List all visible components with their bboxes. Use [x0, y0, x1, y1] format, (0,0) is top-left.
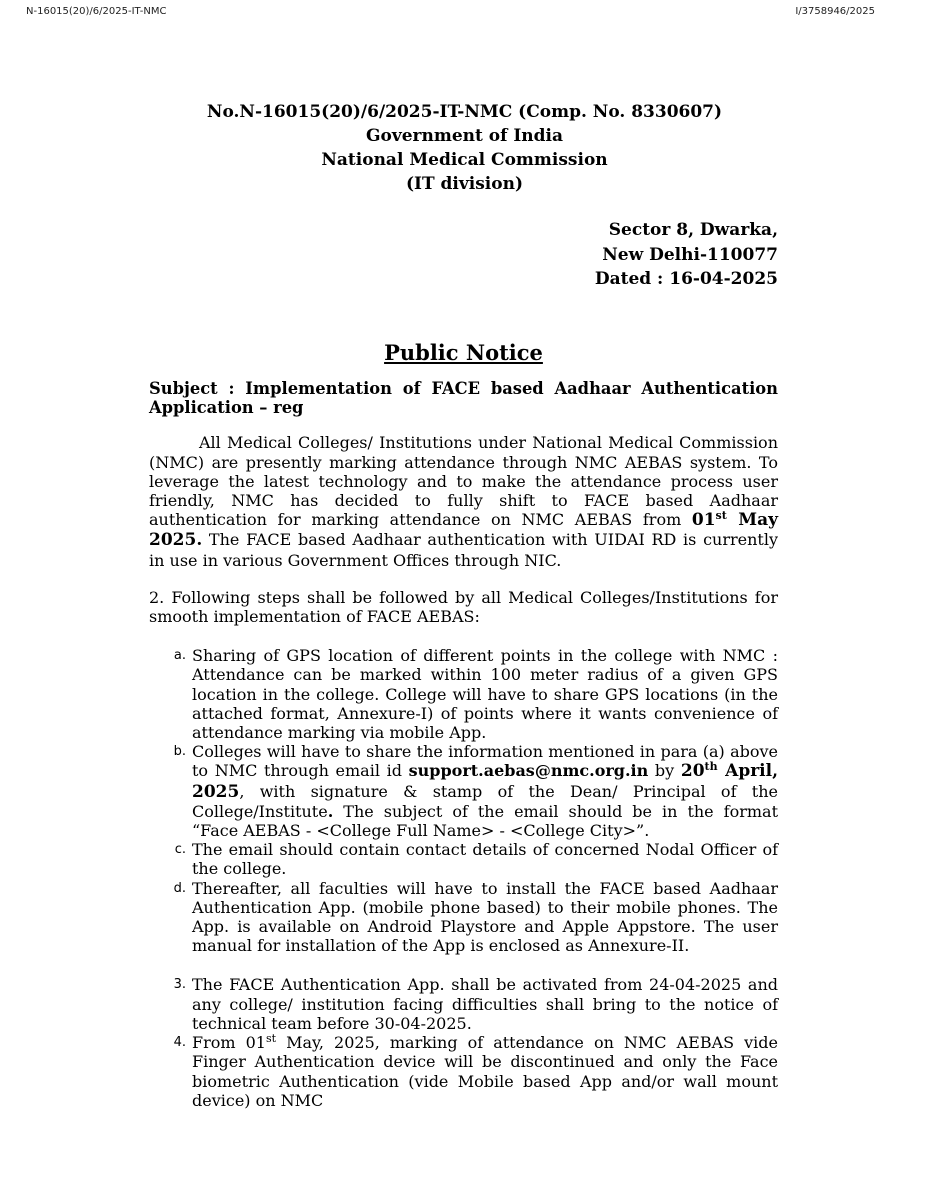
organization-name: National Medical Commission [321, 150, 608, 170]
step-a-marker: a. [173, 648, 186, 664]
step-a [149, 646, 778, 742]
step-c-text: The email should contain contact details of concerned Nodal Officer of the college. [192, 840, 778, 879]
point-3-text: The FACE Authentication App. shall be activated from 24-04-2025 and any college/ institution facing difficulties shall bring to the notice of technical team before 30-04-2025. [192, 975, 778, 1033]
step-b-date-number: 20 [680, 761, 705, 782]
address-line-2: New Delhi-110077 [602, 244, 778, 265]
point-4-suffix: st [265, 1032, 277, 1046]
address-block [595, 218, 778, 292]
step-b-by: by [648, 761, 681, 781]
page-title: Public Notice [384, 340, 543, 365]
point-4-text [192, 1033, 778, 1110]
point-3-marker: 3. [173, 977, 186, 993]
step-b-text [192, 742, 778, 840]
header-file-reference: N-16015(20)/6/2025-IT-NMC [26, 6, 167, 17]
date-line: Dated : 16-04-2025 [594, 269, 778, 289]
step-b-date-suffix: th [704, 760, 718, 774]
file-number: No.N-16015(20)/6/2025-IT-NMC (Comp. No. 8330607) [206, 102, 723, 122]
division-name: (IT division) [405, 174, 524, 194]
step-d-text: Thereafter, all faculties will have to install the FACE based Aadhaar Authentication App. (mobile phone based) to their mobile phones. The App. is available on Android Playstore and Apple Appstore. The user manual for installation of the App is enclosed as Annexure-II. [192, 878, 778, 956]
point-3 [149, 975, 778, 1033]
step-b-date-rest: April, 2025 [192, 761, 778, 802]
header-document-id: I/3758946/2025 [795, 6, 875, 17]
address-line-1: Sector 8, Dwarka, [608, 220, 778, 240]
point-4-marker: 4. [173, 1035, 186, 1051]
step-b-marker: b. [173, 744, 186, 760]
letterhead [0, 100, 927, 196]
step-b-text-c: The subject of the email should be in the format “Face AEBAS - <College Full Name> - <College City>”. [192, 801, 778, 841]
step-c [149, 840, 778, 878]
step-c-marker: c. [174, 842, 186, 858]
point-4 [149, 1033, 778, 1110]
step-d-marker: d. [173, 880, 186, 896]
support-email: support.aebas@nmc.org.in [408, 761, 649, 781]
point-4-text-a: From 01 [192, 1033, 266, 1053]
government-line: Government of India [365, 126, 564, 146]
paragraph-1-date-rest: May 2025. [149, 510, 778, 551]
step-b-dot: . [327, 801, 334, 821]
step-b-text-a: Colleges will have to share the information mentioned in para (a) above to NMC through email id [192, 742, 778, 781]
paragraph-1 [149, 433, 778, 569]
paragraph-1-date-suffix: st [715, 509, 727, 523]
paragraph-1-text-a: All Medical Colleges/ Institutions under National Medical Commission (NMC) are presently marking attendance through NMC AEBAS system. To leverage the latest technology and to make the attendance process user friendly, NMC has decided to fully shift to FACE based Aadhaar authentication for marking attendance on NMC AEBAS from [149, 433, 778, 530]
step-b-text-b: , with signature & stamp of the Dean/ Principal of the College/Institute [192, 781, 778, 821]
step-a-text: Sharing of GPS location of different points in the college with NMC : Attendance can be marked within 100 meter radius of a given GPS location in the college. College will have to share GPS locations (in the attached format, Annexure-I) of points where it wants convenience of attendance marking via mobile App. [192, 646, 778, 743]
paragraph-2: 2. Following steps shall be followed by all Medical Colleges/Institutions for smooth implementation of FACE AEBAS: [149, 587, 778, 627]
paragraph-1-text-b: The FACE based Aadhaar authentication with UIDAI RD is currently in use in various Government Offices through NIC. [149, 530, 778, 570]
step-b [149, 742, 778, 840]
subject-line: Subject : Implementation of FACE based Aadhaar Authentication Application – reg [149, 379, 778, 418]
point-4-text-b: May, 2025, marking of attendance on NMC AEBAS vide Finger Authentication device will be discontinued and only the Face biometric Authentication (vide Mobile based App and/or wall mount device) on NMC [192, 1033, 778, 1110]
step-d [149, 879, 778, 956]
paragraph-1-date-number: 01 [691, 510, 716, 531]
notice-body [149, 379, 778, 1110]
